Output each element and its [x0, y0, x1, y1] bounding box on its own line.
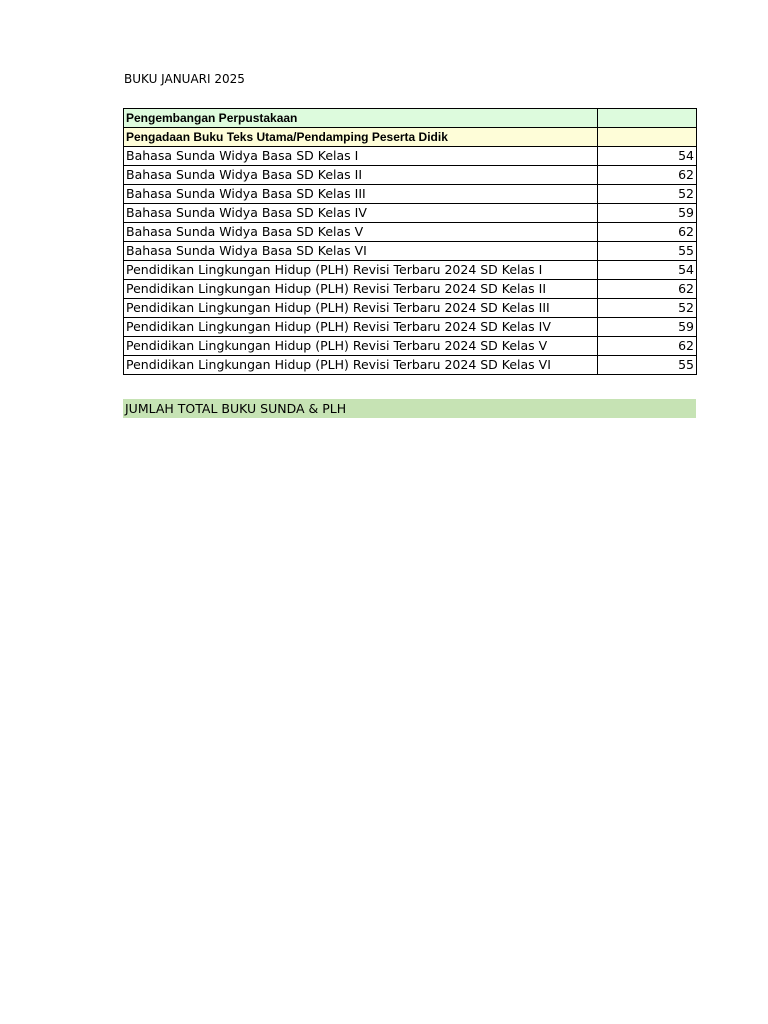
book-quantity: 59 [598, 318, 697, 337]
book-title: Bahasa Sunda Widya Basa SD Kelas I [124, 147, 598, 166]
table-row [124, 261, 697, 280]
book-title: Pendidikan Lingkungan Hidup (PLH) Revisi Terbaru 2024 SD Kelas III [124, 299, 598, 318]
book-title: Bahasa Sunda Widya Basa SD Kelas II [124, 166, 598, 185]
subsection-header: Pengadaan Buku Teks Utama/Pendamping Peserta Didik [124, 128, 598, 147]
table-row [124, 337, 697, 356]
table-row [124, 280, 697, 299]
table-row [124, 318, 697, 337]
subsection-header-row [124, 128, 697, 147]
book-title: Pendidikan Lingkungan Hidup (PLH) Revisi Terbaru 2024 SD Kelas V [124, 337, 598, 356]
book-quantity: 55 [598, 356, 697, 375]
book-title: Bahasa Sunda Widya Basa SD Kelas IV [124, 204, 598, 223]
book-title: Pendidikan Lingkungan Hidup (PLH) Revisi Terbaru 2024 SD Kelas I [124, 261, 598, 280]
table-row [124, 147, 697, 166]
document-title: BUKU JANUARI 2025 [124, 72, 245, 86]
book-title: Pendidikan Lingkungan Hidup (PLH) Revisi Terbaru 2024 SD Kelas II [124, 280, 598, 299]
book-table [123, 108, 697, 375]
subsection-header-value [598, 128, 697, 147]
book-title: Pendidikan Lingkungan Hidup (PLH) Revisi Terbaru 2024 SD Kelas VI [124, 356, 598, 375]
section-header-value [598, 109, 697, 128]
book-quantity: 52 [598, 299, 697, 318]
table-row [124, 356, 697, 375]
book-quantity: 62 [598, 166, 697, 185]
section-header: Pengembangan Perpustakaan [124, 109, 598, 128]
table-row [124, 242, 697, 261]
book-title: Bahasa Sunda Widya Basa SD Kelas III [124, 185, 598, 204]
section-header-row [124, 109, 697, 128]
book-title: Pendidikan Lingkungan Hidup (PLH) Revisi Terbaru 2024 SD Kelas IV [124, 318, 598, 337]
table-row [124, 185, 697, 204]
book-quantity: 62 [598, 280, 697, 299]
book-quantity: 54 [598, 261, 697, 280]
book-quantity: 62 [598, 223, 697, 242]
book-quantity: 54 [598, 147, 697, 166]
book-title: Bahasa Sunda Widya Basa SD Kelas VI [124, 242, 598, 261]
book-quantity: 62 [598, 337, 697, 356]
table-row [124, 299, 697, 318]
table-row [124, 166, 697, 185]
book-quantity: 52 [598, 185, 697, 204]
total-row [123, 399, 696, 418]
book-quantity: 59 [598, 204, 697, 223]
total-label: JUMLAH TOTAL BUKU SUNDA & PLH [125, 401, 347, 416]
table-row [124, 204, 697, 223]
book-title: Bahasa Sunda Widya Basa SD Kelas V [124, 223, 598, 242]
book-quantity: 55 [598, 242, 697, 261]
table-row [124, 223, 697, 242]
